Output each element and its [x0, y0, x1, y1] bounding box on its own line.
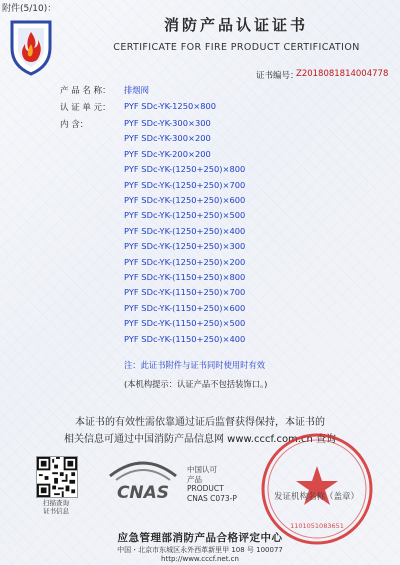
- contents-item: PYF SDc-YK-(1250+250)×600: [124, 195, 246, 205]
- certificate-title: 消防产品认证证书: [163, 16, 308, 34]
- cnas-logo-icon: [104, 456, 182, 510]
- cnas-line4: CNAS C073-P: [187, 493, 237, 503]
- organization-address: 中国・北京市东城区永外西革新里甲 108 号 100077: [117, 546, 283, 554]
- qr-caption: [30, 499, 82, 515]
- contents-item: PYF SDc-YK-(1250+250)×200: [124, 256, 246, 267]
- cert-number-label: 证书编号：: [256, 71, 299, 81]
- contents-item: PYF SDc-YK-200×200: [124, 148, 211, 159]
- cert-unit-label: 认 证 单 元：: [60, 103, 111, 113]
- contents-item: PYF SDc-YK-(1150+250)×400: [124, 333, 246, 344]
- cnas-line3: PRODUCT: [187, 484, 224, 493]
- annex-validity-note: 注：此证书附件与证书同时使用时有效: [124, 360, 266, 370]
- product-name-value: 排烟阀: [124, 85, 149, 95]
- contents-item: PYF SDc-YK-(1250+250)×800: [124, 164, 246, 175]
- contents-label: 内 含：: [60, 120, 89, 130]
- contents-item: PYF SDc-YK-(1250+250)×300: [124, 241, 246, 252]
- cnas-accreditation-text: [187, 465, 237, 503]
- cnas-line1: 中国认可: [187, 465, 217, 474]
- contents-item: PYF SDc-YK-(1150+250)×800: [124, 272, 246, 282]
- issuing-organization: 应急管理部消防产品合格评定中心: [117, 532, 283, 544]
- contents-item: PYF SDc-YK-(1150+250)×700: [124, 287, 246, 298]
- institution-reminder-note: (本机构提示：认证产品不包括装饰口。): [124, 379, 268, 389]
- contents-item: PYF SDc-YK-(1250+250)×500: [124, 210, 246, 221]
- contents-item: PYF SDc-YK-(1250+250)×700: [124, 179, 246, 190]
- qr-code-icon[interactable]: [36, 456, 78, 498]
- fire-certification-logo-icon: [8, 18, 54, 76]
- seal-number: 1101051083651: [290, 522, 344, 530]
- contents-item: PYF SDc-YK-(1150+250)×600: [124, 302, 246, 313]
- contents-item: PYF SDc-YK-(1250+250)×400: [124, 225, 246, 236]
- validity-statement-line1: 本证书的有效性需依靠通过证后监督获得保持，本证书的: [75, 417, 325, 428]
- contents-item: PYF SDc-YK-300×300: [124, 118, 211, 128]
- product-name-label: 产 品 名 称：: [60, 86, 111, 96]
- organization-website-link[interactable]: http://www.cccf.net.cn: [161, 555, 239, 563]
- validity-statement-line2: 相关信息可通过中国消防产品信息网 www.cccf.com.cn 查询: [64, 434, 336, 445]
- annex-label: 附件(5/10)：: [2, 4, 57, 14]
- cert-unit-value: PYF SDc-YK-1250×800: [124, 101, 217, 111]
- certificate-subtitle: CERTIFICATE FOR FIRE PRODUCT CERTIFICATION: [113, 42, 360, 53]
- contents-item: PYF SDc-YK-(1150+250)×500: [124, 318, 246, 329]
- cnas-logo-text: CNAS: [116, 483, 170, 503]
- contents-item: PYF SDc-YK-300×200: [124, 133, 211, 144]
- qr-caption-text: 扫描查询 证书信息: [43, 499, 69, 515]
- issuer-signature-text: 发证机构名称（盖章）: [274, 492, 360, 502]
- cert-number-value: Z2018081814004778: [296, 69, 389, 79]
- cnas-line2: 产品: [187, 474, 202, 484]
